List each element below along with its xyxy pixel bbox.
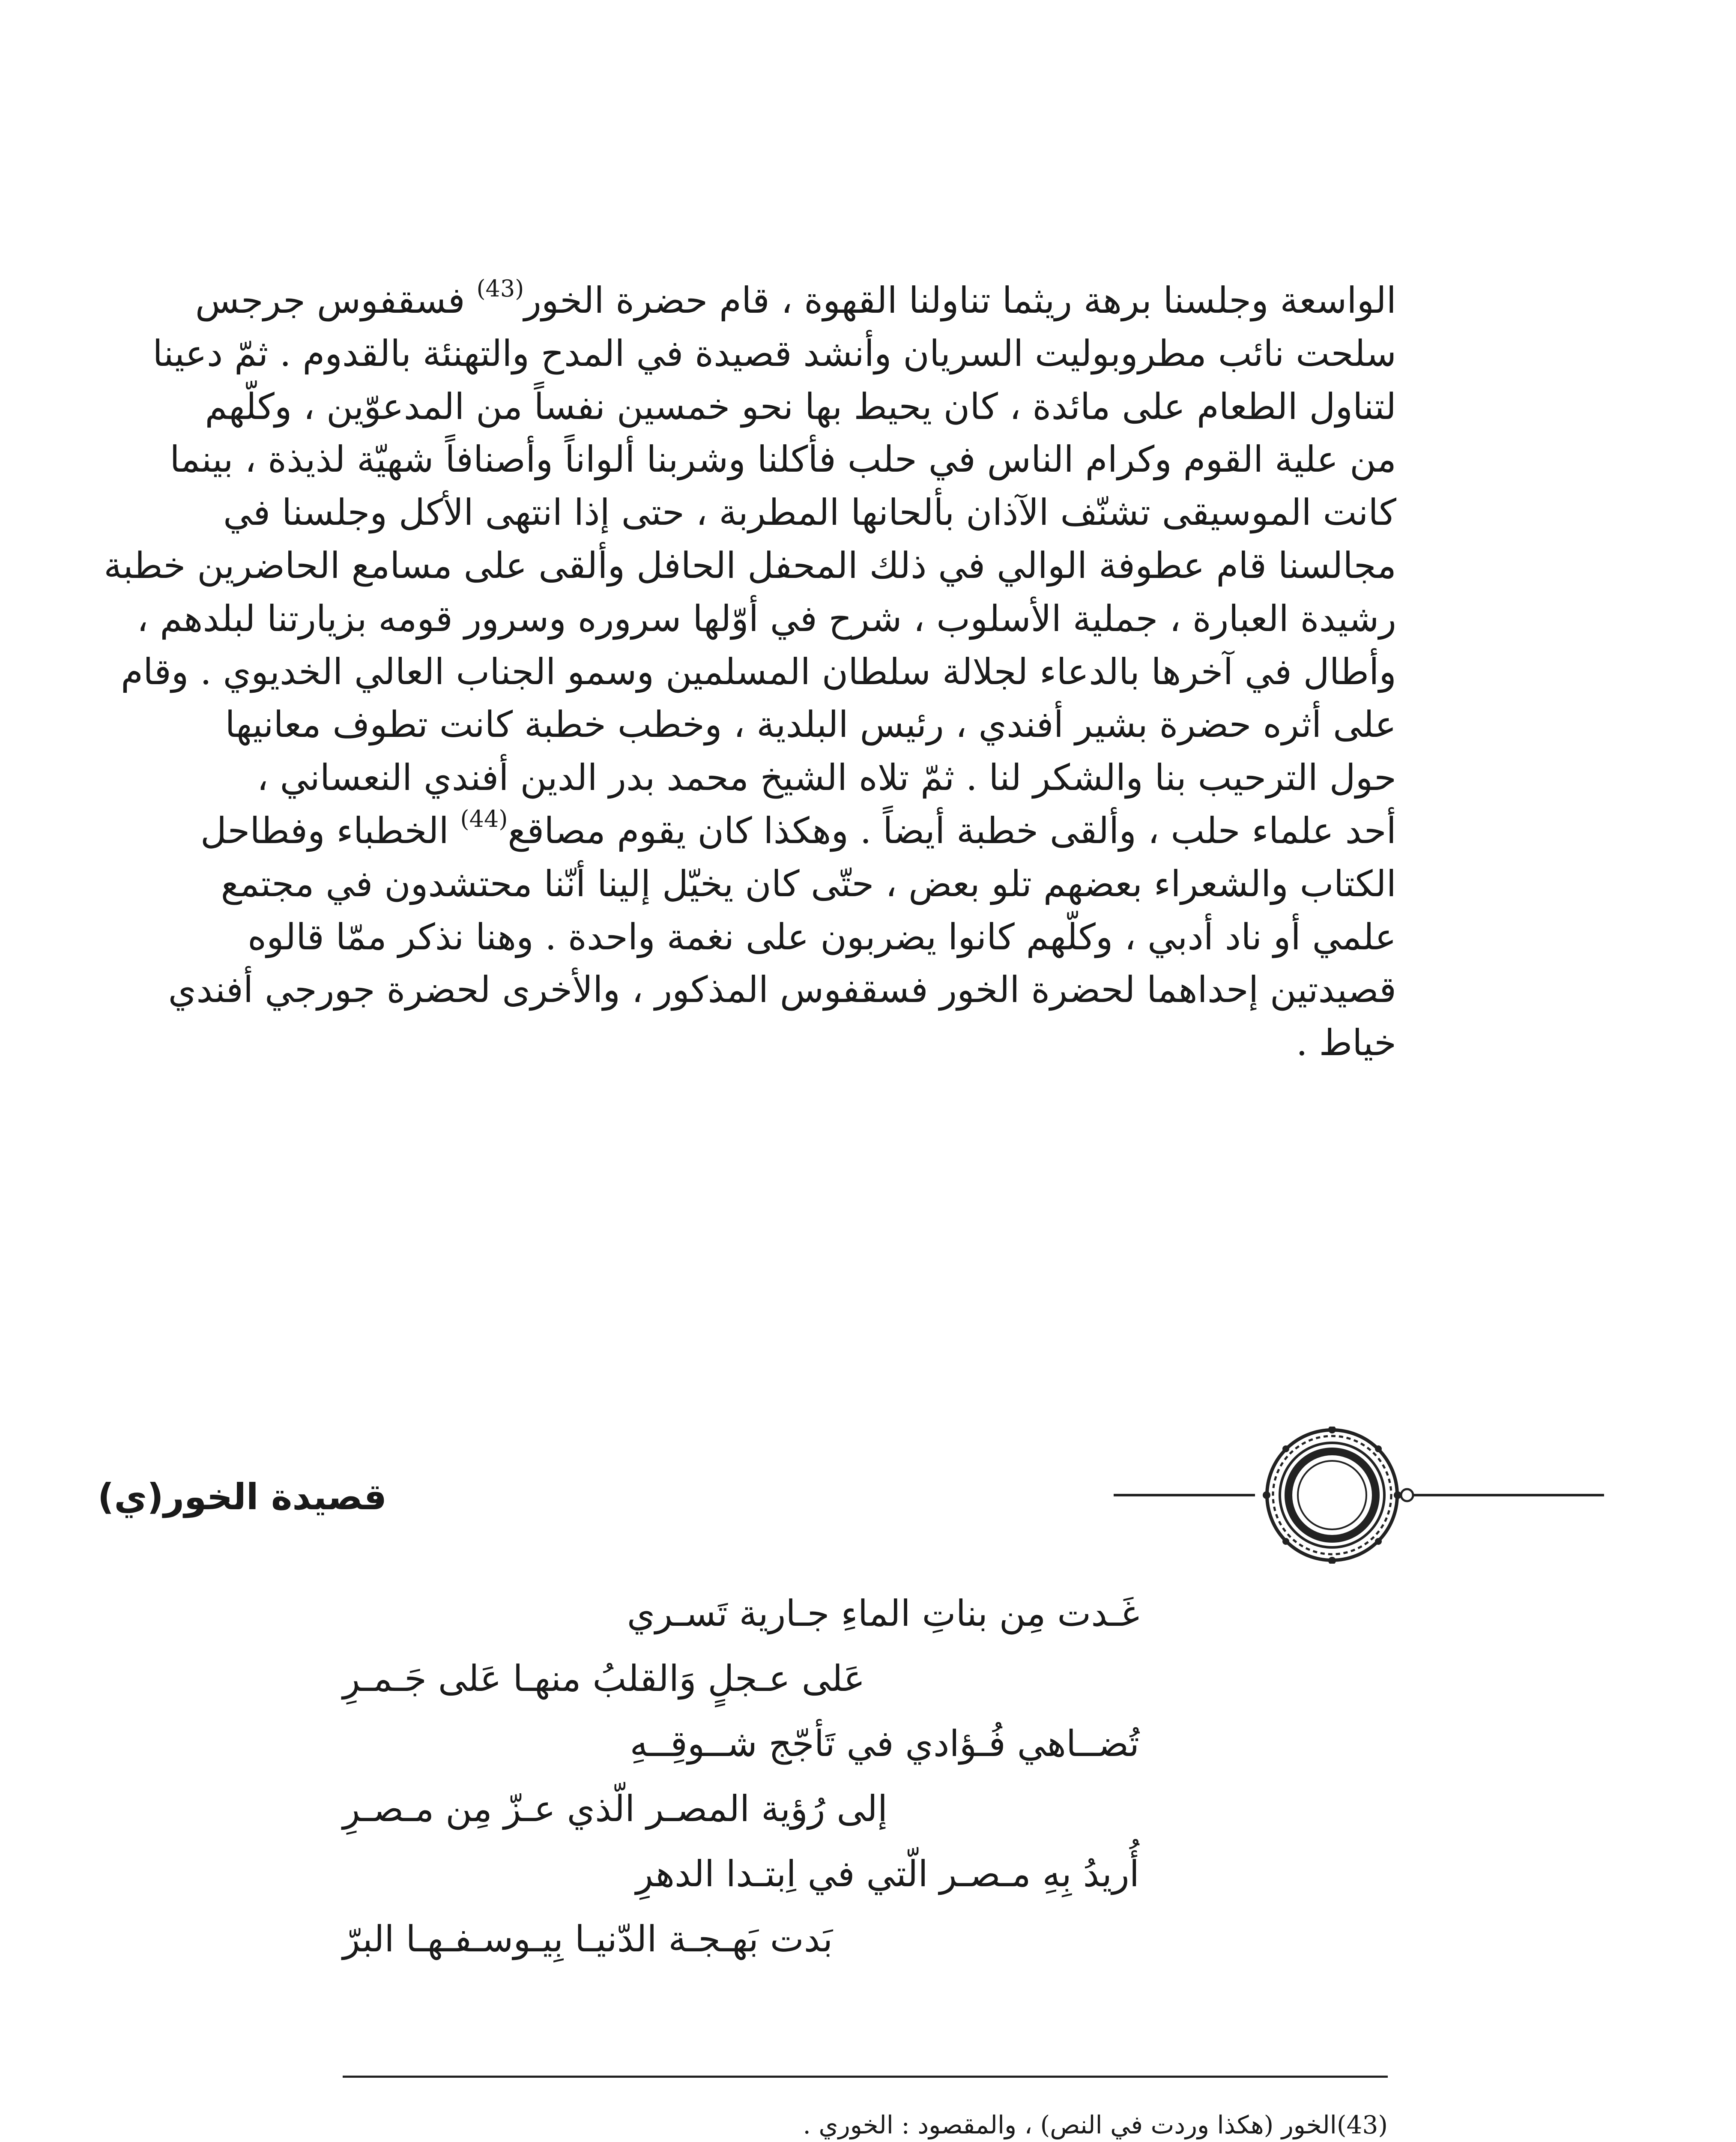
footnote-ref-43: (43) bbox=[476, 275, 524, 302]
poem bbox=[343, 1581, 1139, 1971]
text-line: من علية القوم وكرام الناس في حلب فأكلنا وشربنا ألواناً وأصنافاً شهيّة لذيذة ، بينما bbox=[170, 438, 1396, 481]
text-line: الكتاب والشعراء بعضهم تلو بعض ، حتّى كان يخيّل إلينا أنّنا محتشدون في مجتمع bbox=[221, 862, 1396, 905]
text-line: علمي أو ناد أدبي ، وكلّهم كانوا يضربون على نغمة واحدة . وهنا نذكر ممّا قالوه bbox=[248, 915, 1396, 958]
text-line: كانت الموسيقى تشنّف الآذان بألحانها المطربة ، حتى إذا انتهى الأكل وجلسنا في bbox=[223, 491, 1396, 534]
poem-line: غَـدت مِن بناتِ الماءِ جـارية تَسـري bbox=[627, 1592, 1139, 1634]
text-line: سلحت نائب مطروبوليت السريان وأنشد قصيدة في المدح والتهنئة بالقدوم . ثمّ دعينا bbox=[152, 332, 1396, 374]
poem-line: أُريدُ بِهِ مـصـر الّتي في اِبتـدا الدهرِ bbox=[636, 1853, 1139, 1895]
footnote-ref-44: (44) bbox=[460, 805, 508, 832]
footnote-43: (43)الخور (هكذا وردت في النص) ، والمقصود : الخوري . bbox=[803, 2110, 1388, 2139]
text-line: مجالسنا قام عطوفة الوالي في ذلك المحفل الحافل وألقى على مسامع الحاضرين خطبة bbox=[104, 544, 1396, 586]
text-line: خياط . bbox=[1296, 1022, 1396, 1064]
poem-title: قصيدة الخور(ي) bbox=[97, 1476, 387, 1518]
text-line: على أثره حضرة بشير أفندي ، رئيس البلدية ، وخطب خطبة كانت تطوف معانيها bbox=[225, 703, 1396, 746]
text-line: حول الترحيب بنا والشكر لنا . ثمّ تلاه الشيخ محمد بدر الدين أفندي النعساني ، bbox=[257, 757, 1396, 799]
poem-line: إلى رُؤية المصـر الّذي عـزّ مِن مـصـرِ bbox=[343, 1788, 888, 1830]
text-line: لتناول الطعام على مائدة ، كان يحيط بها نحو خمسين نفساً من المدعوّين ، وكلّهم bbox=[205, 385, 1396, 428]
text-line: وأطال في آخرها بالدعاء لجلالة سلطان المسلمين وسمو الجناب العالي الخديوي . وقام bbox=[121, 650, 1396, 693]
poem-line: عَلى عـجلٍ وَالقلبُ منهـا عَلى جَـمـرِ bbox=[343, 1657, 865, 1699]
poem-line: تُضــاهي فُـؤادي في تَأجّج شــوقِــهِ bbox=[630, 1723, 1139, 1765]
text-line: أحد علماء حلب ، وألقى خطبة أيضاً . وهكذا كان يقوم مصاقع$^{(44)}$ الخطباء وفطاحل bbox=[200, 805, 1396, 852]
text-line: قصيدتين إحداهما لحضرة الخور فسقفوس المذكور ، والأخرى لحضرة جورجي أفندي bbox=[168, 969, 1396, 1011]
text-line: رشيدة العبارة ، جملية الأسلوب ، شرح في أوّلها سروره وسرور قومه بزيارتنا لبلدهم ، bbox=[137, 597, 1396, 640]
footnotes bbox=[343, 2099, 1388, 2142]
footnote-divider bbox=[343, 2076, 1388, 2078]
text-line: الواسعة وجلسنا برهة ريثما تناولنا القهوة ، قام حضرة الخور$^{(43)}$ فسقفوس جرجس bbox=[195, 275, 1396, 321]
main-paragraph bbox=[86, 274, 1396, 1070]
poem-line: بَدت بَهـجـة الدّنيـا بِيـوسـفـهـا البرّ bbox=[343, 1918, 833, 1960]
section-ornament-icon bbox=[1114, 1427, 1628, 1564]
